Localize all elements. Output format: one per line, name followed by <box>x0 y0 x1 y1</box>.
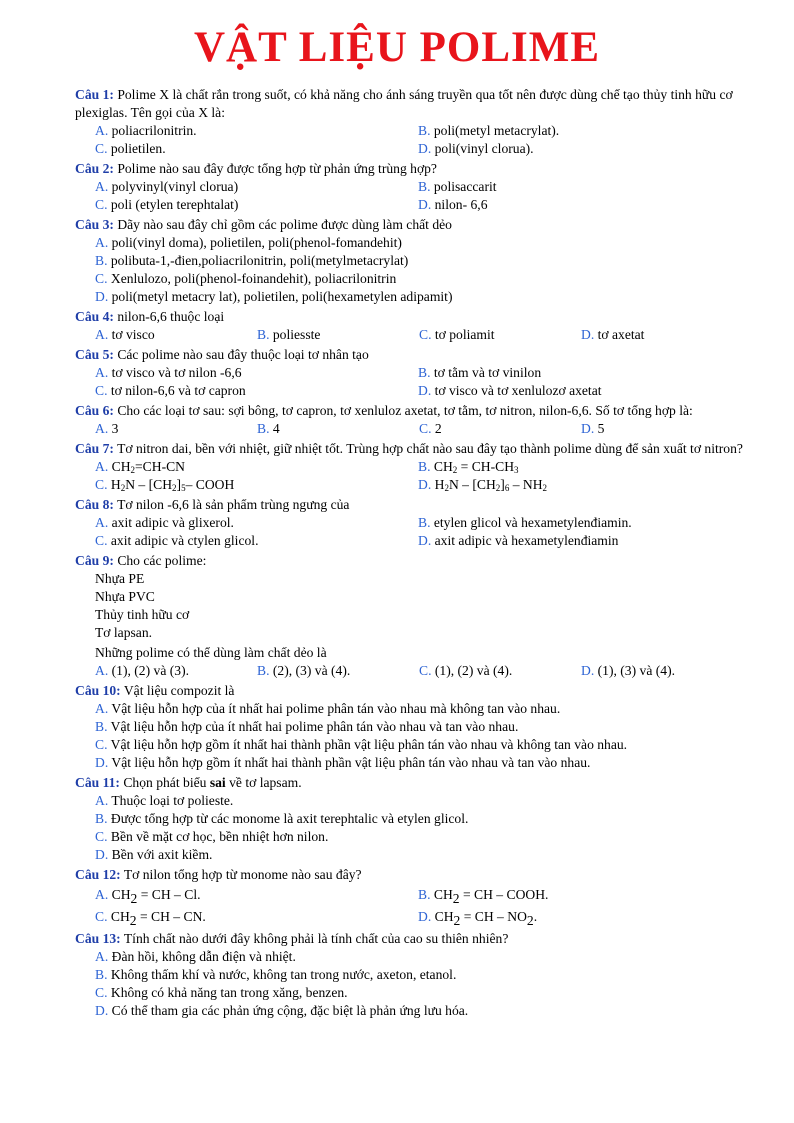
option-b: B. 4 <box>257 421 280 436</box>
option-b: B. Được tổng hợp từ các monome là axit terephtalic và etylen glicol. <box>95 811 469 826</box>
list-item: Tơ lapsan. <box>95 625 153 640</box>
question-text: Tơ nilon tổng hợp từ monome nào sau đây? <box>123 867 362 882</box>
question-number: Câu 5: <box>75 347 114 362</box>
option-c: C. polietilen. <box>95 141 166 156</box>
question-1 <box>75 86 760 158</box>
option-a: A. 3 <box>95 421 119 436</box>
option-d: D. tơ axetat <box>581 327 645 342</box>
option-a: A. poli(vinyl doma), polietilen, poli(phenol-fomandehit) <box>95 235 402 250</box>
question-number: Câu 3: <box>75 217 114 232</box>
question-5 <box>75 346 760 400</box>
question-9 <box>75 552 760 680</box>
question-number: Câu 9: <box>75 553 114 568</box>
option-a: A. axit adipic và glixerol. <box>95 515 234 530</box>
option-d: D. poli(vinyl clorua). <box>418 141 534 156</box>
question-number: Câu 12: <box>75 867 121 882</box>
option-d: D. Vật liệu hỗn hợp gồm ít nhất hai thành phần vật liệu phân tán vào nhau và tan vào nhau. <box>95 755 591 770</box>
option-d: D. axit adipic và hexametylenđiamin <box>418 533 619 548</box>
question-text: Vật liệu compozit là <box>123 683 235 698</box>
question-3 <box>75 216 760 306</box>
question-2 <box>75 160 760 214</box>
option-b: B. poli(metyl metacrylat). <box>418 123 560 138</box>
option-a: A. poliacrilonitrin. <box>95 123 197 138</box>
question-10 <box>75 682 760 772</box>
question-number: Câu 8: <box>75 497 114 512</box>
question-text: Tơ nitron dai, bền với nhiệt, giữ nhiệt tốt. Trùng hợp chất nào sau đây tạo thành polime dùng để sản xuất tơ nitron? <box>117 441 743 456</box>
question-4 <box>75 308 760 344</box>
option-a: A. (1), (2) và (3). <box>95 663 189 678</box>
option-a: A. Đàn hồi, không dẫn điện và nhiệt. <box>95 949 296 964</box>
question-text: Tơ nilon -6,6 là sản phẩm trùng ngưng của <box>117 497 350 512</box>
question-text: Các polime nào sau đây thuộc loại tơ nhân tạo <box>117 347 369 362</box>
option-d: D. 5 <box>581 421 605 436</box>
option-b: B. tơ tằm và tơ vinilon <box>418 365 542 380</box>
option-c: C. axit adipic và ctylen glicol. <box>95 533 259 548</box>
option-d: D. Có thể tham gia các phản ứng cộng, đặc biệt là phản ứng lưu hóa. <box>95 1003 469 1018</box>
question-number: Câu 6: <box>75 403 114 418</box>
option-c: C. tơ nilon-6,6 và tơ capron <box>95 383 246 398</box>
option-c: C. Vật liệu hỗn hợp gồm ít nhất hai thành phần vật liệu phân tán vào nhau và không tan vào nhau. <box>95 737 628 752</box>
question-number: Câu 1: <box>75 87 114 102</box>
question-text: Polime X là chất rắn trong suốt, có khả năng cho ánh sáng truyền qua tốt nên được dùng chế tạo thủy tinh hữu cơ plexiglas. Tên gọi của X là: <box>75 87 733 120</box>
question-7 <box>75 440 760 494</box>
option-b: B. etylen glicol và hexametylenđiamin. <box>418 515 632 530</box>
option-c: C. Xenlulozo, poli(phenol-foinandehit), poliacrilonitrin <box>95 271 397 286</box>
option-a: A. polyvinyl(vinyl clorua) <box>95 179 239 194</box>
question-text: Tính chất nào dưới đây không phải là tính chất của cao su thiên nhiên? <box>123 931 509 946</box>
question-12 <box>75 866 760 928</box>
option-a: A. Thuộc loại tơ polieste. <box>95 793 234 808</box>
question-number: Câu 7: <box>75 441 114 456</box>
question-text: Cho các loại tơ sau: sợi bông, tơ capron, tơ xenluloz axetat, tơ tằm, tơ nitron, nilon-6,6. Số tơ tổng hợp là: <box>117 403 693 418</box>
option-a: A. tơ visco và tơ nilon -6,6 <box>95 365 242 380</box>
option-a: A. Vật liệu hỗn hợp của ít nhất hai polime phân tán vào nhau mà không tan vào nhau. <box>95 701 561 716</box>
option-a: A. tơ visco <box>95 327 155 342</box>
question-number: Câu 13: <box>75 931 121 946</box>
page-title: VẬT LIỆU POLIME <box>193 24 601 71</box>
question-text: Polime nào sau đây được tổng hợp từ phản ứng trùng hợp? <box>117 161 437 176</box>
question-13 <box>75 930 760 1020</box>
option-b: B. $CH_2 = CH-CH_3$ <box>418 459 519 475</box>
question-text-2: Những polime có thể dùng làm chất dẻo là <box>95 645 327 660</box>
option-d: D. poli(metyl metacry lat), polietilen, poli(hexametylen adipamit) <box>95 289 453 304</box>
option-d: D. CH2 = CH – NO2. <box>418 909 538 928</box>
list-item: Nhựa PVC <box>95 589 155 604</box>
option-d: D. $H_2N - [CH_2]_6 - NH_2$ <box>418 477 548 493</box>
option-c: C. 2 <box>419 421 442 436</box>
option-b: B. Vật liệu hỗn hợp của ít nhất hai polime phân tán vào nhau và tan vào nhau. <box>95 719 519 734</box>
option-c: C. poli (etylen terephtalat) <box>95 197 239 212</box>
option-d: D. (1), (3) và (4). <box>581 663 675 678</box>
option-b: B. polibuta-1,-đien,poliacrilonitrin, poli(metylmetacrylat) <box>95 253 409 268</box>
option-c: C. Không có khả năng tan trong xăng, benzen. <box>95 985 348 1000</box>
list-item: Nhựa PE <box>95 571 145 586</box>
question-number: Câu 10: <box>75 683 121 698</box>
list-item: Thủy tinh hữu cơ <box>95 607 190 622</box>
option-b: B. (2), (3) và (4). <box>257 663 351 678</box>
option-b: B. poliesste <box>257 327 321 342</box>
question-text: Cho các polime: <box>117 553 207 568</box>
question-list <box>75 84 760 1020</box>
question-8 <box>75 496 760 550</box>
option-c: C. CH2 = CH – CN. <box>95 909 206 928</box>
option-b: B. polisaccarit <box>418 179 497 194</box>
option-c: C. Bền về mặt cơ học, bền nhiệt hơn nilon. <box>95 829 329 844</box>
question-text: nilon-6,6 thuộc loại <box>117 309 225 324</box>
question-number: Câu 11: <box>75 775 120 790</box>
question-number: Câu 2: <box>75 161 114 176</box>
option-c: C. $H_2N - [CH_2]_5-$ COOH <box>95 477 235 493</box>
option-d: D. nilon- 6,6 <box>418 197 488 212</box>
option-d: D. tơ visco và tơ xenlulozơ axetat <box>418 383 602 398</box>
option-a: A. $CH_2=CH-CN$ <box>95 459 185 475</box>
question-text: Dãy nào sau đây chỉ gồm các polime được dùng làm chất dẻo <box>117 217 452 232</box>
option-c: C. (1), (2) và (4). <box>419 663 513 678</box>
question-11 <box>75 774 760 864</box>
option-b: B. CH2 = CH – COOH. <box>418 887 549 906</box>
question-6 <box>75 402 760 438</box>
question-number: Câu 4: <box>75 309 114 324</box>
option-a: A. CH2 = CH – Cl. <box>95 887 201 906</box>
question-text: Chọn phát biểu sai về tơ lapsam. <box>123 775 302 790</box>
option-b: B. Không thấm khí và nước, không tan trong nước, axeton, etanol. <box>95 967 457 982</box>
option-d: D. Bền với axit kiềm. <box>95 847 213 862</box>
option-c: C. tơ poliamit <box>419 327 495 342</box>
